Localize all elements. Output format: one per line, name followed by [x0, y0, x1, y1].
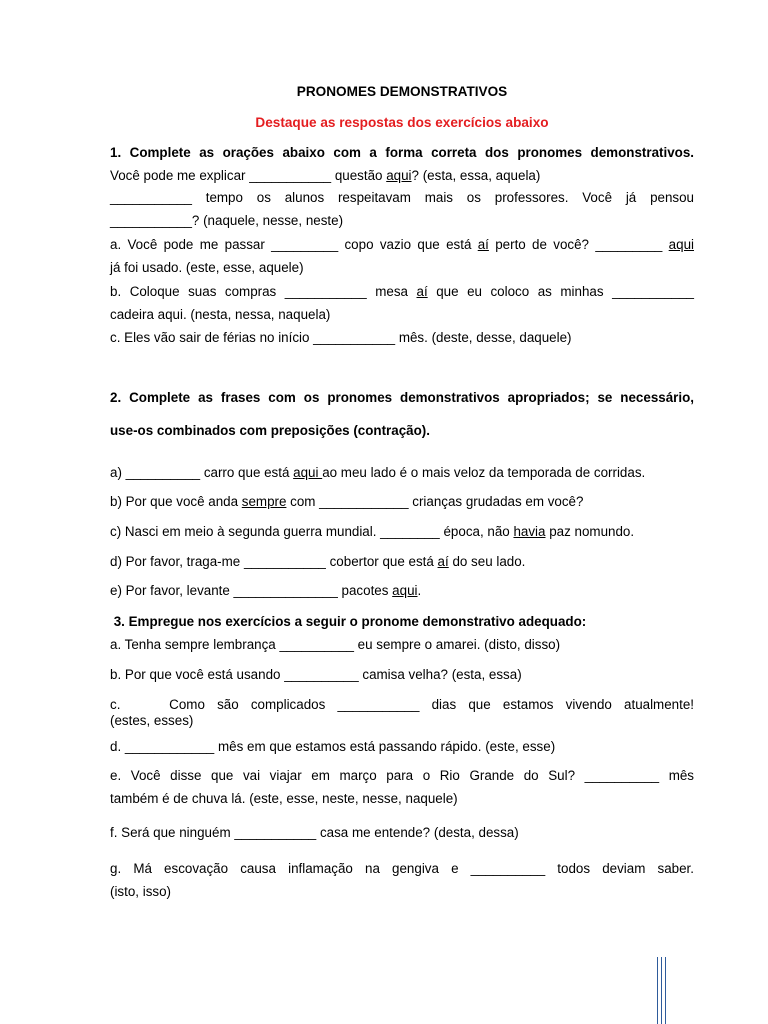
section2-e-underlined: aqui [392, 583, 418, 598]
decorative-line-3 [665, 957, 666, 1024]
section1-item-c: c. Eles vão sair de férias no início ___________ mês. (deste, desse, daquele) [110, 330, 572, 345]
section2-c-text2: paz nomundo. [545, 524, 635, 539]
section2-item-e [110, 580, 694, 603]
section2-b-underlined: sempre [241, 494, 287, 509]
section1-intro-text-b: ? (esta, essa, aquela) [411, 168, 541, 183]
section3-item-c-line2: (estes, esses) [110, 713, 194, 728]
section2-b-text2: com ____________ crianças grudadas em você? [286, 494, 584, 509]
section2-item-b [110, 491, 694, 514]
section2-c-underlined: havia [513, 524, 546, 539]
section1-item-a [110, 234, 694, 257]
section1-item-b [110, 281, 694, 304]
section2-item-c [110, 521, 694, 544]
section1-a-text1: a. Você pode me passar _________ copo vazio que está [110, 237, 478, 252]
section3-item-f: f. Será que ninguém ___________ casa me entende? (desta, dessa) [110, 825, 519, 840]
section2-heading-line1: 2. Complete as frases com os pronomes demonstrativos apropriados; se necessário, [110, 390, 694, 405]
section1-b-underlined: aí [416, 284, 428, 299]
section2-b-text1: b) Por que você anda [110, 494, 242, 509]
section2-e-text1: e) Por favor, levante ______________ pacotes [110, 583, 393, 598]
section1-item-a-line2: já foi usado. (este, esse, aquele) [110, 260, 304, 275]
section3-item-d: d. ____________ mês em que estamos está passando rápido. (este, esse) [110, 739, 556, 754]
section3-item-a: a. Tenha sempre lembrança __________ eu sempre o amarei. (disto, disso) [110, 637, 561, 652]
section3-item-e-line2: também é de chuva lá. (este, esse, neste, nesse, naquele) [110, 791, 458, 806]
section3-item-e-line1: e. Você disse que vai viajar em março para o Rio Grande do Sul? __________ mês [110, 768, 694, 783]
page-subtitle: Destaque as respostas dos exercícios abaixo [255, 115, 549, 130]
section2-d-text1: d) Por favor, traga-me ___________ cobertor que está [110, 554, 438, 569]
section2-a-underlined: aqui [293, 465, 323, 480]
section1-heading: 1. Complete as orações abaixo com a forma correta dos pronomes demonstrativos. [110, 145, 694, 160]
section2-item-a [110, 462, 694, 485]
section3-item-c-line1: c. Como são complicados ___________ dias que estamos vivendo atualmente! [110, 697, 694, 712]
section1-intro-text-a: Você pode me explicar ___________ questão [110, 168, 387, 183]
section2-d-text2: do seu lado. [448, 554, 526, 569]
section2-item-d [110, 551, 694, 574]
section2-a-text2: ao meu lado é o mais veloz da temporada de corridas. [322, 465, 646, 480]
decorative-line-1 [657, 957, 658, 1024]
section1-intro-underlined: aqui [386, 168, 412, 183]
section3-heading: 3. Empregue nos exercícios a seguir o pronome demonstrativo adequado: [110, 614, 587, 629]
section1-a-underlined2: aqui [668, 237, 694, 252]
section1-item-b-line2: cadeira aqui. (nesta, nessa, naquela) [110, 307, 331, 322]
section1-intro [110, 165, 694, 188]
decorative-line-2 [661, 957, 662, 1024]
section3-item-g-line1: g. Má escovação causa inflamação na gengiva e __________ todos deviam saber. [110, 861, 694, 876]
section1-a-text2: perto de você? _________ [488, 237, 669, 252]
section1-b-text2: que eu coloco as minhas ___________ [427, 284, 694, 299]
section1-p2-line2: ___________? (naquele, nesse, neste) [110, 213, 344, 228]
section1-b-text1: b. Coloque suas compras ___________ mesa [110, 284, 417, 299]
section2-c-text1: c) Nasci em meio à segunda guerra mundial. ________ época, não [110, 524, 514, 539]
section3-item-g-line2: (isto, isso) [110, 884, 172, 899]
section2-a-text1: a) __________ carro que está [110, 465, 294, 480]
section2-e-text2: . [417, 583, 422, 598]
section1-a-underlined1: aí [477, 237, 489, 252]
section2-d-underlined: aí [437, 554, 449, 569]
section2-heading-line2: use-os combinados com preposições (contração). [110, 423, 430, 438]
page-title: PRONOMES DEMONSTRATIVOS [296, 84, 508, 99]
section3-item-b: b. Por que você está usando __________ camisa velha? (esta, essa) [110, 667, 522, 682]
section1-p2-line1: ___________ tempo os alunos respeitavam mais os professores. Você já pensou [110, 190, 694, 205]
